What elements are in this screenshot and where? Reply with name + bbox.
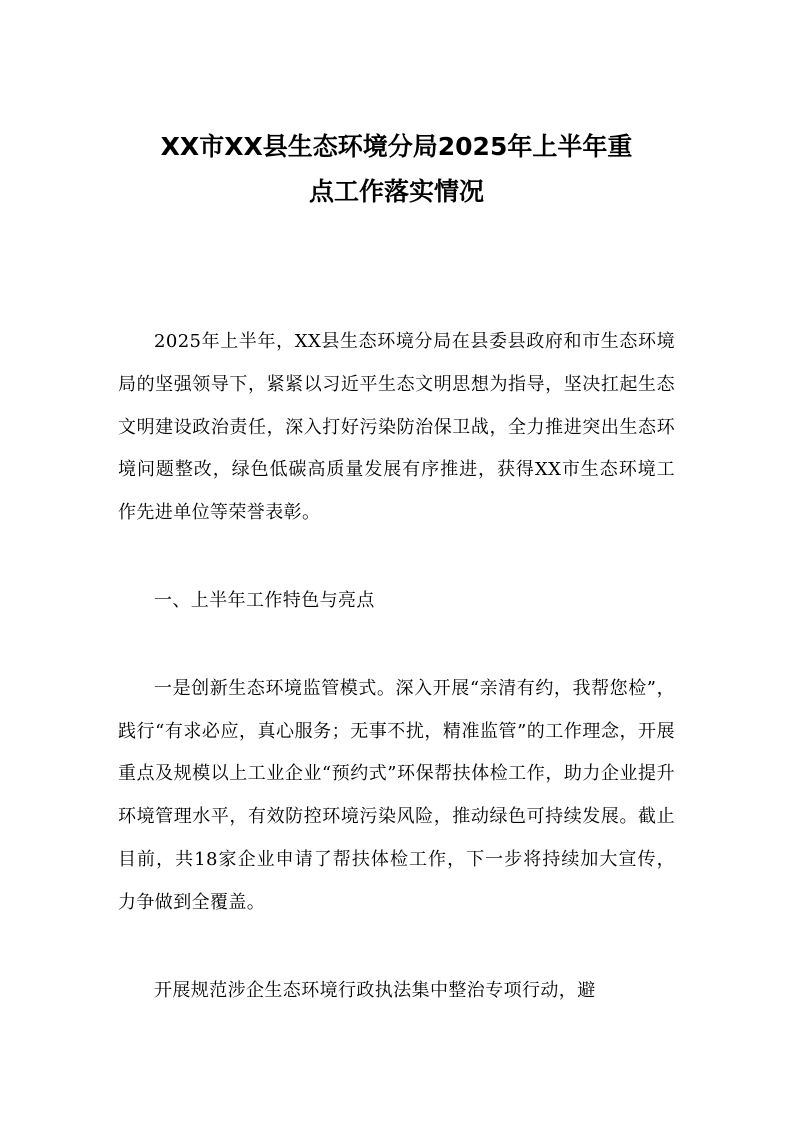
title-line-1: XX市XX县生态环境分局2025年上半年重 (160, 132, 633, 161)
intro-paragraph: 2025年上半年，XX县生态环境分局在县委县政府和市生态环境局的坚强领导下，紧紧以习近平生态文明思想为指导，坚决扛起生态文明建设政治责任，深入打好污染防治保卫战，全力推进突出生态环境问题整改，绿色低碳高质量发展有序推进，获得XX市生态环境工作先进单位等荣誉表彰。 (118, 331, 675, 524)
title-line-2: 点工作落实情况 (308, 177, 484, 206)
body-paragraph: 一是创新生态环境监管模式。深入开展“亲清有约，我帮您检”，践行“有求必应，真心服务；无事不扰，精准监管”的工作理念，开展重点及规模以上工业企业“预约式”环保帮扶体检工作，助力企业提升环境管理水平，有效防控环境污染风险，推动绿色可持续发展。截止目前，共18家企业申请了帮扶体检工作，下一步将持续加大宣传，力争做到全覆盖。 (118, 677, 675, 913)
body-paragraph-truncated: 开展规范涉企生态环境行政执法集中整治专项行动，避 (154, 979, 596, 1001)
document-title (100, 124, 693, 214)
document-body (118, 321, 675, 1057)
section-heading: 一、上半年工作特色与亮点 (154, 589, 375, 611)
